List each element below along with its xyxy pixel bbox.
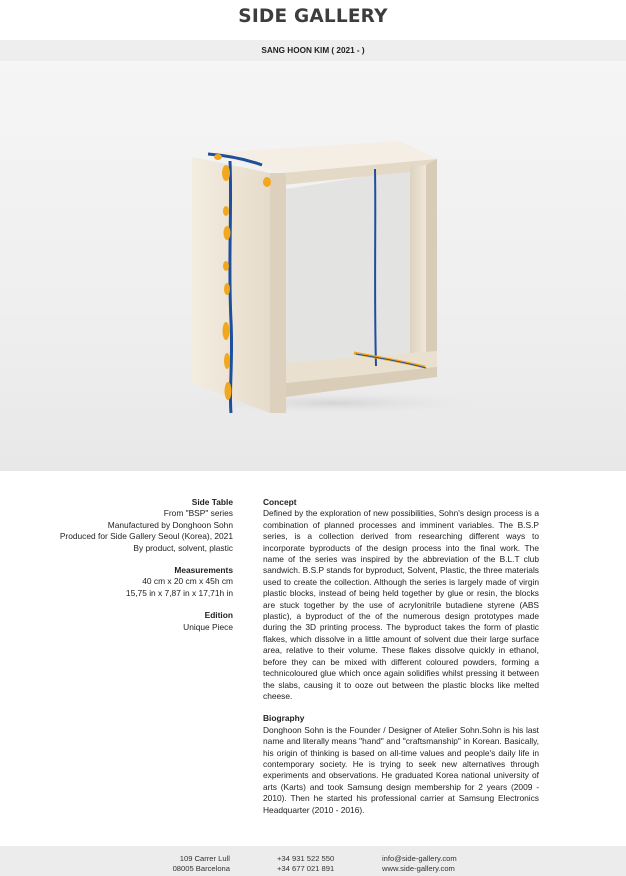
address-line: 08005 Barcelona <box>172 864 230 873</box>
detail-line: Manufactured by Donghoon Sohn <box>107 519 233 530</box>
biography-heading: Biography <box>263 713 305 724</box>
text-column <box>263 497 539 827</box>
gallery-logo: SIDE GALLERY <box>238 6 388 27</box>
footer-phones <box>277 854 334 874</box>
product-details <box>0 497 233 644</box>
concept-text: Defined by the exploration of new possibilities, Sohn's design process is a combination of planned processes and imminent variables. The B.S.P series, is a collection derived from researching different ways to incorporate byproducts of the design process into the final work. The name of the series was inspired by the abbreviation of the B.L.T club sandwich. B.S.P stands for byproduct, Solvent, Plastic, the three materials used to create the collection. Although the series is largely made of virgin plastic blocks, instead of being held together by glue or resin, the blocks are stuck together by the use of acrylonitrile butadiene styrene (ABS plastic), a byproduct of the of the numerous design prototypes made during the 3D printing process. The byproduct takes the form of plastic flakes, which dissolve in a little amount of solvent due their large surface area, relative to their volume. These flakes dissolve quickly in ethanol, before they can be mixed with different coloured powders, forming a technicoloured glue which once again solidifies whilst pressing it between the slabs, causing it to ooze out between the plastic blocks like melted cheese. <box>263 508 539 701</box>
side-table-illustration <box>0 61 626 471</box>
footer-web <box>382 854 457 874</box>
website-link[interactable]: www.side-gallery.com <box>382 864 455 873</box>
measurement-metric: 40 cm x 20 cm x 45h cm <box>142 576 233 587</box>
concept-heading: Concept <box>263 497 297 507</box>
measurements-group <box>0 565 233 599</box>
measurements-heading: Measurements <box>174 565 233 576</box>
artist-bar <box>0 40 626 61</box>
concept-section <box>263 497 539 702</box>
detail-line: By product, solvent, plastic <box>133 542 233 553</box>
footer <box>0 846 626 876</box>
measurement-imperial: 15,75 in x 7,87 in x 17,71h in <box>125 587 233 598</box>
biography-text: Donghoon Sohn is the Founder / Designer of Atelier Sohn.Sohn is his last name and literally means "hand" and "craftsmanship" in Korean. Basically, his origin of thinking is based on all-time values and people's daily life in contemporary society. He is trying to seek new alternatives through experiments and observations. He graduated Korea national university of arts (Karts) and took Samsung design membership for 2 years (2009 - 2010). Then he started his professional carrier at Samsung Electronics Headquarter (2010 - 2016). <box>263 724 539 815</box>
artist-name: SANG HOON KIM ( 2021 - ) <box>261 46 365 55</box>
phone-link[interactable]: +34 677 021 891 <box>277 864 335 873</box>
address-line: 109 Carrer Lull <box>179 854 230 863</box>
phone-link[interactable]: +34 931 522 550 <box>277 854 335 863</box>
product-photo <box>0 61 626 471</box>
footer-address <box>173 854 230 874</box>
product-title: Side Table <box>191 497 233 507</box>
edition-group <box>0 610 233 633</box>
biography-section <box>263 713 539 816</box>
email-link[interactable]: info@side-gallery.com <box>382 854 457 863</box>
detail-line: Produced for Side Gallery Seoul (Korea), 2021 <box>59 531 233 542</box>
edition-heading: Edition <box>204 610 233 621</box>
description-group <box>0 497 233 554</box>
edition-value: Unique Piece <box>183 621 233 632</box>
detail-line: From "BSP" series <box>163 508 233 519</box>
